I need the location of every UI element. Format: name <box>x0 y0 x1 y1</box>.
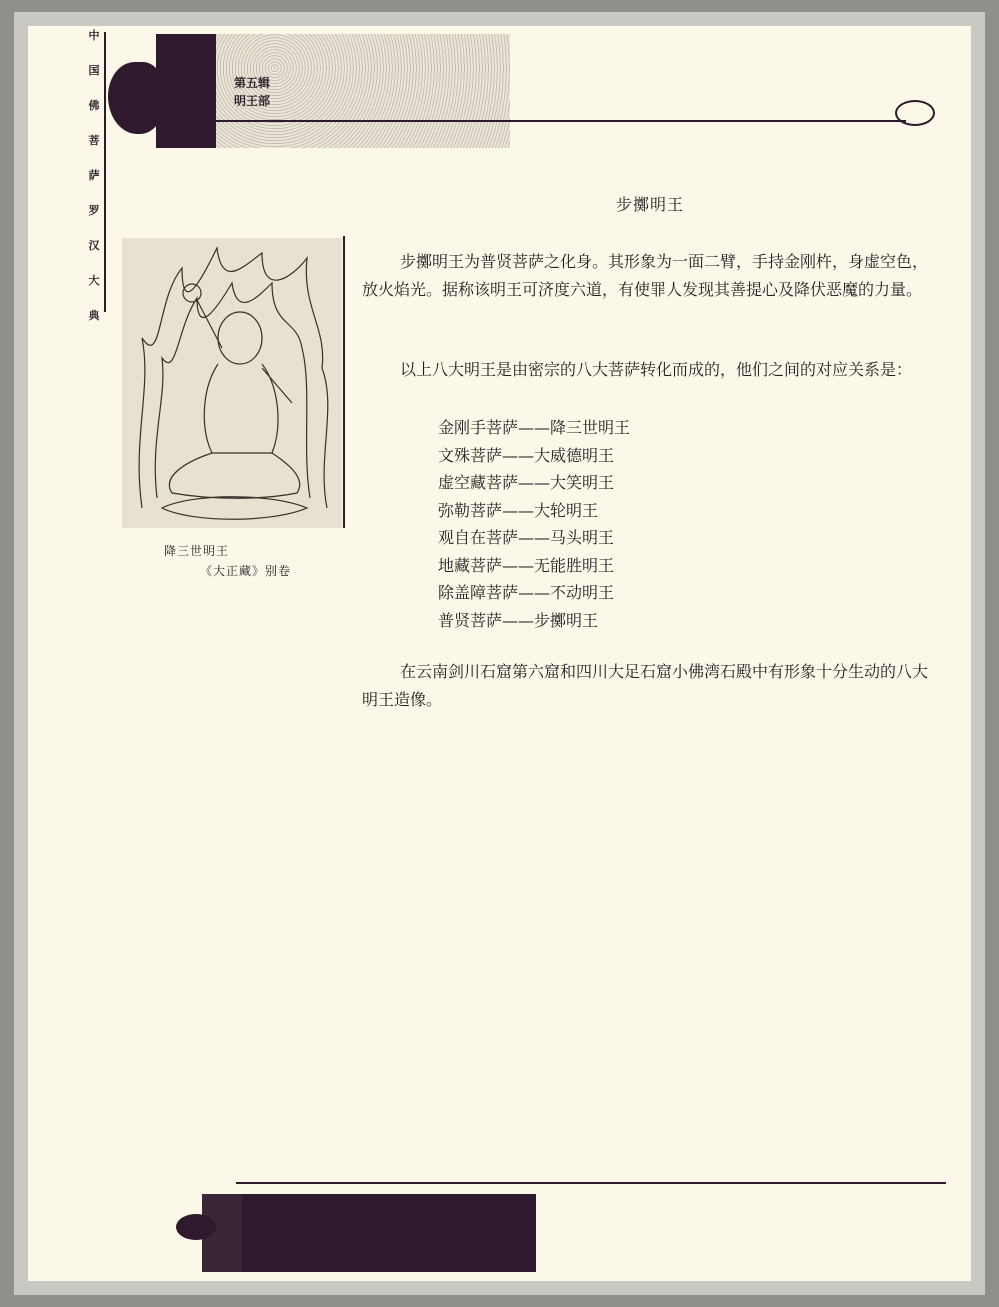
paragraph-correspondence: 以上八大明王是由密宗的八大菩萨转化而成的，他们之间的对应关系是： <box>400 360 913 379</box>
footer-rule <box>236 1182 946 1184</box>
list-item: 观自在菩萨——马头明王 <box>438 528 615 547</box>
cloud-scroll-icon <box>895 100 935 126</box>
list-item: 文殊菩萨——大威德明王 <box>438 445 615 465</box>
title-char: 萨 <box>88 169 100 182</box>
vertical-divider <box>104 32 106 312</box>
title-char: 菩 <box>88 134 100 147</box>
footer-ink-block <box>202 1194 536 1272</box>
figure-caption-title: 降三世明王 <box>164 544 230 558</box>
deity-illustration <box>122 238 342 528</box>
paragraph-statues: 在云南剑川石窟第六窟和四川大足石窟小佛湾石殿中有形象十分生动的八大明王造像。 <box>362 662 929 709</box>
title-char: 佛 <box>88 99 100 112</box>
flame-deity-icon <box>122 238 342 528</box>
title-char: 罗 <box>88 204 100 217</box>
section-label: 第五辑 <box>234 76 271 90</box>
title-char: 中 <box>88 29 100 42</box>
page-title: 步擲明王 <box>615 195 684 214</box>
vertical-series-title <box>86 30 102 345</box>
book-page <box>28 26 971 1281</box>
title-char: 大 <box>88 274 100 287</box>
chapter-label: 明王部 <box>234 94 271 108</box>
list-item: 弥勒菩萨——大轮明王 <box>438 500 599 520</box>
correspondence-list <box>438 414 630 634</box>
paragraph-intro: 步擲明王为普贤菩萨之化身。其形象为一面二臂，手持金刚杵，身虚空色，放火焰光。据称该明王可济度六道，有使罪人发现其善提心及降伏恶魔的力量。 <box>362 252 929 299</box>
list-item: 地藏菩萨——无能胜明王 <box>438 555 615 575</box>
figure-divider <box>343 236 345 528</box>
title-char: 典 <box>88 309 100 322</box>
figure-caption-source: 《大正藏》别卷 <box>200 564 292 578</box>
header-labels <box>234 74 270 110</box>
list-item: 普贤菩萨——步擲明王 <box>438 610 599 630</box>
header-ink-block <box>156 34 216 148</box>
title-char: 汉 <box>88 239 100 252</box>
list-item: 除盖障菩萨——不动明王 <box>438 583 615 602</box>
cloud-ornament-icon <box>176 1214 216 1240</box>
header-rule <box>216 120 906 122</box>
list-item: 金刚手菩萨——降三世明王 <box>438 418 631 437</box>
list-item: 虚空藏菩萨——大笑明王 <box>438 473 615 492</box>
title-char: 国 <box>88 64 100 77</box>
